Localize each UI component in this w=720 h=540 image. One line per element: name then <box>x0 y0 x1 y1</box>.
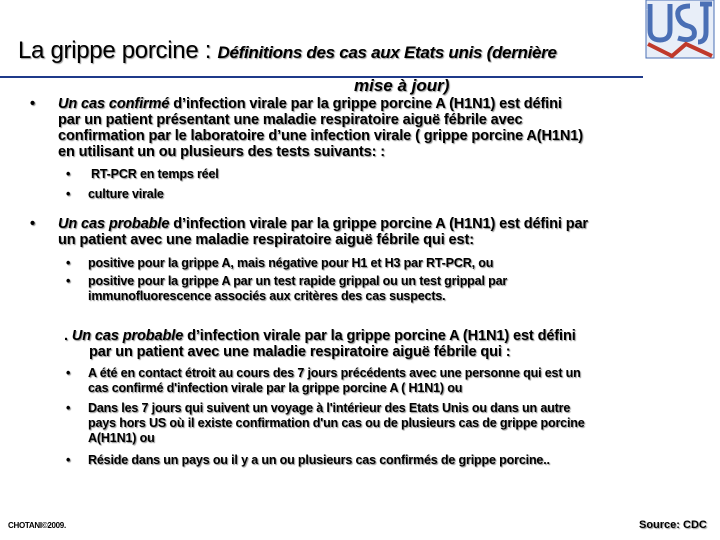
title-subtitle-line2: mise à jour) <box>354 76 450 95</box>
copyright-text: CHOTANI©2009. <box>8 521 66 530</box>
confirmed-case-line: par un patient présentant une maladie respiratoire aiguë fébrile avec <box>58 112 523 128</box>
sub-item-text: positive pour la grippe A par un test rapide grippal ou un test grippal par <box>88 274 508 288</box>
sub-item-text: positive pour la grippe A, mais négative pour H1 et H3 par RT-PCR, ou <box>88 256 494 270</box>
probable-case-lead: Un cas probable <box>71 328 184 344</box>
probable-case-lead: Un cas probable <box>58 216 170 232</box>
bullet-icon: • <box>66 274 71 288</box>
probable-case-line: d’infection virale par la grippe porcine A (H1N1) est défini par <box>169 216 588 232</box>
confirmed-case-lead: Un cas confirmé <box>58 96 170 112</box>
bullet-icon: • <box>30 96 35 112</box>
bullet-icon: • <box>66 187 71 201</box>
bullet-icon: • <box>66 366 71 380</box>
sub-item-text: cas confirmé d'infection virale par la grippe porcine A ( H1N1) ou <box>88 381 463 395</box>
sub-item-text: Dans les 7 jours qui suivent un voyage à l'intérieur des Etats Unis ou dans un autre <box>88 401 571 415</box>
probable-case-line: par un patient avec une maladie respiratoire aiguë fébrile qui : <box>89 344 511 360</box>
bullet-icon: • <box>66 453 71 467</box>
probable-case-line: d’infection virale par la grippe porcine A (H1N1) est défini <box>183 328 576 344</box>
bullet-icon: • <box>66 401 71 415</box>
sub-item-text: Réside dans un pays ou il y a un ou plusieurs cas confirmés de grippe porcine.. <box>88 453 550 467</box>
sub-item-text: A été en contact étroit au cours des 7 jours précédents avec une personne qui est un <box>88 366 581 380</box>
title-subtitle: Définitions des cas aux Etats unis (dernière <box>217 43 557 62</box>
source-text: Source: CDC <box>639 519 707 531</box>
sub-item-text: immunofluorescence associés aux critères des cas suspects. <box>88 289 446 303</box>
confirmed-case-line: confirmation par le laboratoire d’une infection virale ( grippe porcine A(H1N1) <box>58 128 583 144</box>
logo-text: USJ <box>646 10 648 11</box>
confirmed-case-line: d’infection virale par la grippe porcine A (H1N1) est défini <box>169 96 562 112</box>
sub-item-text: culture virale <box>88 187 164 201</box>
probable-case-line: un patient avec une maladie respiratoire aiguë fébrile qui est: <box>58 232 474 248</box>
section-prefix: . <box>64 328 72 344</box>
sub-item-text: RT-PCR en temps réel <box>91 167 219 181</box>
section-probable-case-travel <box>64 328 714 360</box>
bullet-icon: • <box>66 256 71 270</box>
bullet-icon: • <box>66 167 71 181</box>
sub-item-text: pays hors US où il existe confirmation d'un cas ou de plusieurs cas de grippe porcine <box>88 416 585 430</box>
bullet-icon: • <box>30 216 35 232</box>
confirmed-case-line: en utilisant un ou plusieurs des tests suivants: : <box>58 144 385 160</box>
title-main: La grippe porcine : <box>18 37 218 64</box>
sub-item-text: A(H1N1) ou <box>88 431 155 445</box>
